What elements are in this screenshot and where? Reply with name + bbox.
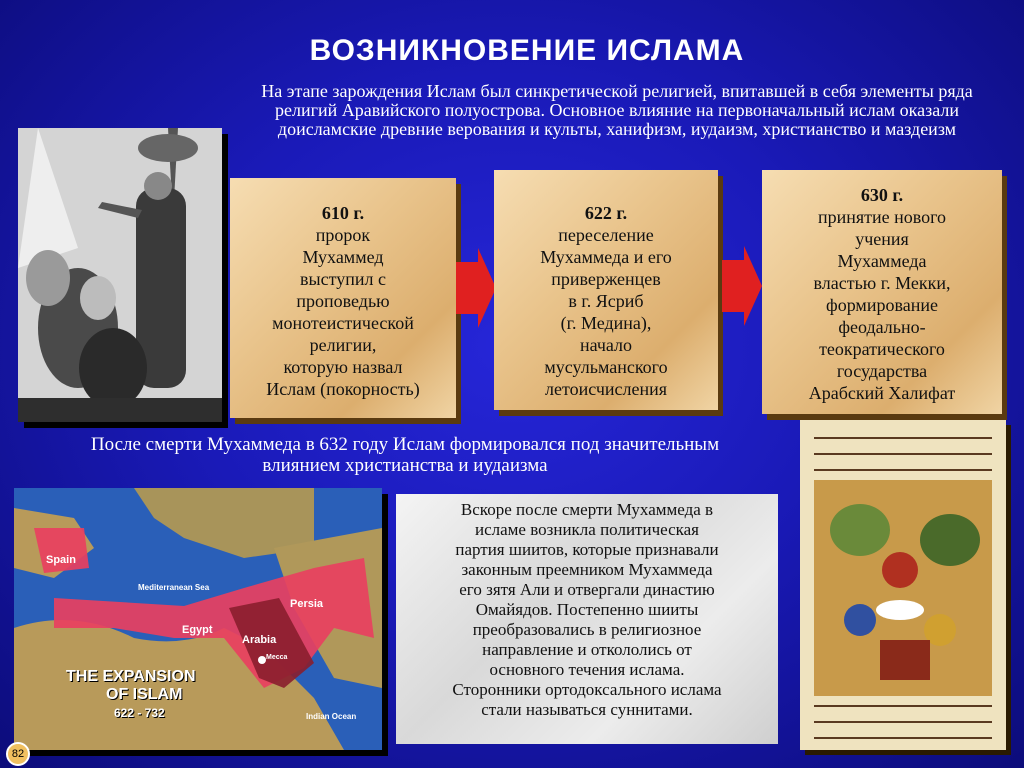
timeline-text: принятие нового учения Мухаммеда властью г. Мекки, формирование феодально- теократического государства Арабский Халифат xyxy=(808,207,956,403)
map-label-spain: Spain xyxy=(46,554,76,566)
timeline-text: переселение Мухаммеда и его приверженцев в г. Ясриб (г. Медина), начало мусульманского летоисчисления xyxy=(540,225,672,399)
map-label-ocean: Indian Ocean xyxy=(306,712,357,721)
timeline-text: пророк Мухаммед выступил с проповедью монотеистической религии, которую назвал Ислам (покорность) xyxy=(266,225,420,399)
right-arrow-icon xyxy=(456,248,496,328)
page-title: ВОЗНИКНОВЕНИЕ ИСЛАМА xyxy=(309,34,745,67)
after-death-text: После смерти Мухаммеда в 632 году Ислам формировался под значительным влиянием христианства и иудаизма xyxy=(90,434,720,476)
timeline-year: 610 г. xyxy=(321,203,365,223)
map-label-sea: Mediterranean Sea xyxy=(138,583,210,592)
timeline-year: 630 г. xyxy=(860,185,904,205)
map-label-persia: Persia xyxy=(290,598,324,610)
right-arrow-icon xyxy=(722,246,762,326)
manuscript-miniature-image xyxy=(800,420,1006,750)
map-label-arabia: Arabia xyxy=(242,634,277,646)
timeline-card-622 xyxy=(494,170,718,410)
map-label-egypt: Egypt xyxy=(182,624,213,636)
shia-text-box: Вскоре после смерти Мухаммеда в исламе возникла политическая партия шиитов, которые признавали законным преемником Мухаммеда его зятя Али и отвергали династию Омайядов. Постепенно шииты преобразовались в религиозное направление и откололись от основного течения ислама. Сторонники ортодоксального ислама стали называться суннитами. xyxy=(396,494,778,744)
timeline-card-610 xyxy=(230,178,456,418)
map-label-mecca: Mecca xyxy=(266,654,288,661)
map-years: 622 - 732 xyxy=(114,706,165,720)
timeline-year: 622 г. xyxy=(584,203,628,223)
intro-text: На этапе зарождения Ислам был синкретической религией, впитавшей в себя элементы ряда религий Аравийского полуострова. Основное влияние на первоначальный ислам оказали доисламские древние верования и культы, ханифизм, иудаизм, христианство и маздеизм xyxy=(261,81,973,139)
expansion-map xyxy=(14,488,382,750)
prophet-engraving-image xyxy=(18,128,222,422)
map-title-line1: THE EXPANSION xyxy=(66,668,196,685)
timeline-card-630 xyxy=(762,170,1002,414)
map-title-line2: OF ISLAM xyxy=(106,686,183,703)
page-number-badge: 82 xyxy=(6,742,30,766)
